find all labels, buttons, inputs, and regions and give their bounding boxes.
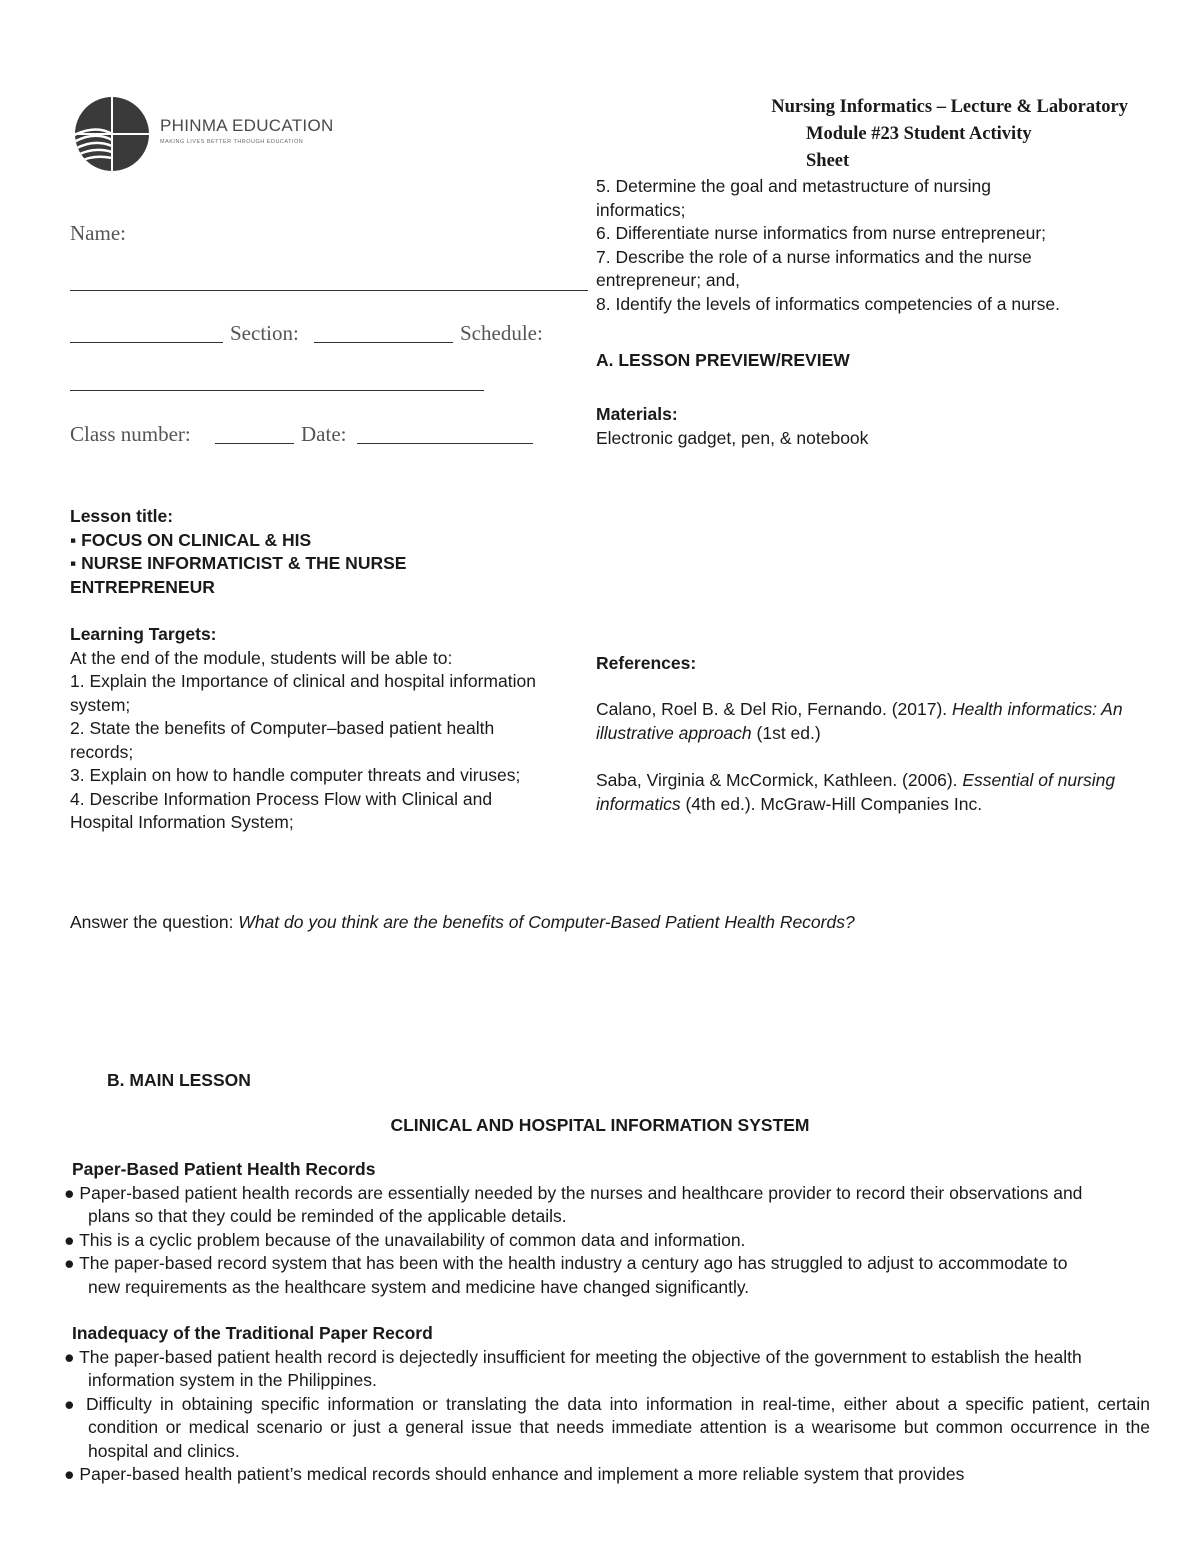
title-line-3: Sheet	[806, 151, 850, 171]
learning-targets	[70, 623, 594, 835]
schedule-field[interactable]	[70, 390, 484, 391]
materials-label: Materials:	[596, 404, 678, 424]
paper-based-section	[64, 1158, 1134, 1299]
bullet-item: ● The paper-based patient health record is dejectedly insufficient for meeting the objective of the government to establish the health information system in the Philippines.	[64, 1346, 1082, 1390]
learning-target-item: 6. Differentiate nurse informatics from nurse entrepreneur;	[596, 223, 1047, 243]
globe-logo-icon	[72, 96, 154, 174]
subheading: Inadequacy of the Traditional Paper Record	[72, 1323, 433, 1343]
reference-item	[596, 769, 1126, 816]
activity-question	[70, 911, 1130, 935]
lesson-title-item: ▪ FOCUS ON CLINICAL & HIS	[70, 529, 312, 550]
lesson-title-item-continued: ENTREPRENEUR	[70, 576, 215, 597]
materials-text: Electronic gadget, pen, & notebook	[596, 427, 869, 448]
learning-target-item: 4. Describe Information Process Flow with Clinical and Hospital Information System;	[70, 788, 493, 832]
lesson-title-label: Lesson title:	[70, 506, 174, 526]
learning-target-item: 8. Identify the levels of informatics competencies of a nurse.	[596, 293, 1060, 314]
reference-item	[596, 698, 1126, 745]
date-label: Date:	[301, 422, 347, 446]
date-field[interactable]	[357, 443, 533, 444]
learning-targets-continued	[596, 175, 1096, 316]
subheading: Paper-Based Patient Health Records	[72, 1159, 376, 1179]
learning-target-item: 2. State the benefits of Computer–based patient health records;	[70, 718, 495, 762]
title-line-1: Nursing Informatics – Lecture & Laboratory	[771, 97, 1128, 117]
learning-target-item: 3. Explain on how to handle computer threats and viruses;	[70, 765, 521, 785]
logo-tagline: MAKING LIVES BETTER THROUGH EDUCATION	[160, 139, 304, 145]
learning-target-item: 7. Describe the role of a nurse informatics and the nurse entrepreneur; and,	[596, 246, 1032, 290]
lesson-title-item: ▪ NURSE INFORMATICIST & THE NURSE	[70, 553, 407, 573]
reference-authors: Calano, Roel B. & Del Rio, Fernando. (2017).	[596, 699, 953, 719]
bullet-item: ● Paper-based health patient’s medical records should enhance and implement a more reliable system that provides	[64, 1464, 965, 1484]
question-prompt: Answer the question:	[70, 912, 239, 932]
name-field-continued[interactable]	[70, 342, 223, 343]
class-number-label: Class number:	[70, 422, 191, 446]
section-field[interactable]	[314, 342, 453, 343]
question-text: What do you think are the benefits of Computer-Based Patient Health Records?	[238, 912, 855, 932]
logo-wordmark: PHINMA EDUCATION	[160, 116, 334, 135]
class-number-field[interactable]	[215, 443, 294, 444]
learning-target-item: 1. Explain the Importance of clinical and hospital information system;	[70, 671, 536, 715]
reference-authors: Saba, Virginia & McCormick, Kathleen. (2006).	[596, 770, 963, 790]
materials-block	[596, 403, 1096, 450]
reference-edition: (4th ed.). McGraw-Hill Companies Inc.	[680, 793, 983, 814]
lesson-title-block	[70, 505, 590, 599]
phinma-logo	[72, 96, 342, 174]
learning-targets-intro: At the end of the module, students will be able to:	[70, 647, 453, 668]
learning-targets-label: Learning Targets:	[70, 624, 217, 644]
reference-title: Essential of nursing informatics	[596, 770, 1116, 814]
references-heading: References:	[596, 653, 697, 673]
section-label: Section:	[230, 321, 299, 345]
document-title	[668, 94, 1128, 175]
name-field[interactable]	[70, 290, 588, 291]
main-lesson-heading: B. MAIN LESSON	[107, 1070, 251, 1090]
section-title: CLINICAL AND HOSPITAL INFORMATION SYSTEM	[390, 1115, 810, 1135]
schedule-label: Schedule:	[460, 321, 543, 345]
inadequacy-section	[64, 1322, 1150, 1487]
bullet-item: ● Difficulty in obtaining specific information or translating the data into information in real-time, either about a specific patient, certain condition or medical scenario or just a general issue that needs immediate attention is a wearisome but common occurrence in the hospital and clinics.	[64, 1393, 1150, 1461]
bullet-item: ● The paper-based record system that has been with the health industry a century ago has struggled to adjust to accommodate to new requirements as the healthcare system and medicine have changed significantly.	[64, 1253, 1068, 1297]
reference-title: Health informatics: An illustrative approach	[596, 699, 1123, 743]
name-label: Name:	[70, 221, 126, 245]
bullet-item: ● This is a cyclic problem because of the unavailability of common data and information.	[64, 1229, 746, 1250]
lesson-preview-heading: A. LESSON PREVIEW/REVIEW	[596, 350, 850, 370]
reference-edition: (1st ed.)	[751, 722, 821, 743]
bullet-item: ● Paper-based patient health records are essentially needed by the nurses and healthcare provider to record their observations and plans so that they could be reminded of the applicable details.	[64, 1182, 1083, 1226]
title-line-2: Module #23 Student Activity	[806, 124, 1032, 144]
learning-target-item: 5. Determine the goal and metastructure of nursing informatics;	[596, 176, 991, 220]
